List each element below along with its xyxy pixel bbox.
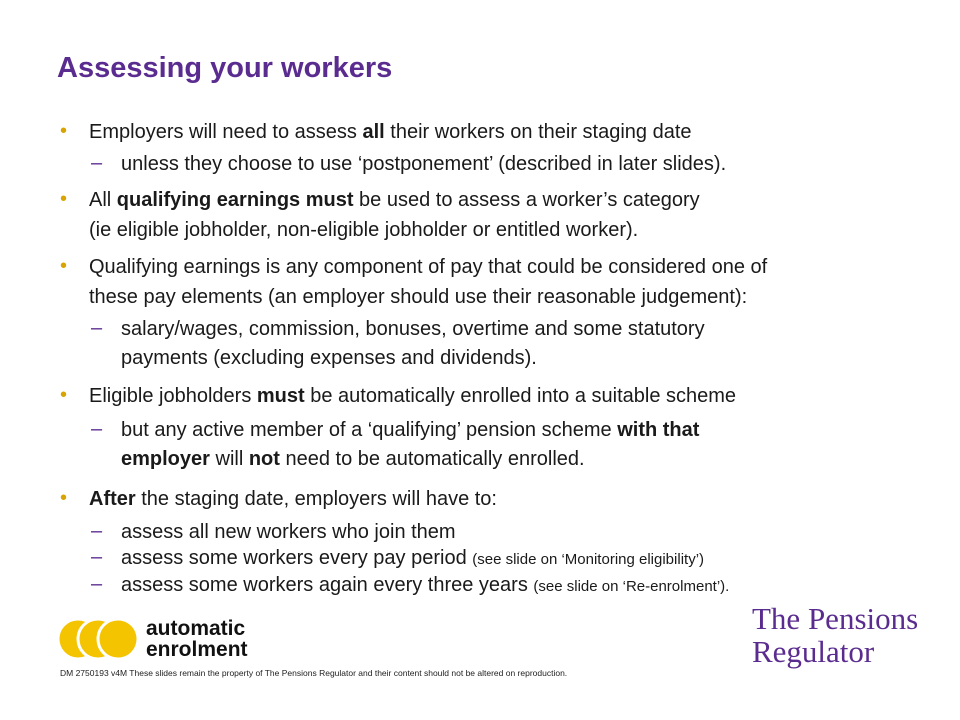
sub-bullet-text: assess some workers again every three years (see slide on ‘Re-enrolment’). (121, 574, 730, 596)
bullet-icon: • (60, 255, 68, 277)
slide-title: Assessing your workers (57, 52, 393, 84)
bullet-text: Qualifying earnings is any component of pay that could be considered one of (89, 256, 768, 278)
sub-bullet-text: unless they choose to use ‘postponement’ (described in later slides). (121, 153, 727, 175)
bullet-icon: • (60, 120, 68, 142)
sub-bullet-text: assess all new workers who join them (121, 521, 456, 543)
automatic-enrolment-wordmark: automatic enrolment (146, 617, 248, 661)
dash-icon: – (91, 152, 103, 174)
bullet-text: All qualifying earnings must be used to assess a worker’s category (89, 189, 700, 211)
dash-icon: – (91, 418, 103, 440)
dash-icon: – (91, 546, 103, 568)
dash-icon: – (91, 573, 103, 595)
dash-icon: – (91, 520, 103, 542)
sub-bullet-text: assess some workers every pay period (see slide on ‘Monitoring eligibility’) (121, 547, 705, 569)
bullet-icon: • (60, 487, 68, 509)
sub-bullet-text: salary/wages, commission, bonuses, overtime and some statutory (121, 318, 705, 340)
bullet-icon: • (60, 384, 68, 406)
bullet-icon: • (60, 188, 68, 210)
sub-bullet-text: but any active member of a ‘qualifying’ pension scheme with that (121, 419, 700, 441)
dash-icon: – (91, 317, 103, 339)
sub-bullet-text-continued: employer will not need to be automatically enrolled. (121, 448, 585, 470)
bullet-text: Eligible jobholders must be automatically enrolled into a suitable scheme (89, 385, 737, 407)
sub-bullet-text-continued: payments (excluding expenses and dividends). (121, 347, 537, 369)
bullet-text: Employers will need to assess all their workers on their staging date (89, 121, 692, 143)
pensions-regulator-logo: The Pensions Regulator (752, 601, 919, 669)
footer-note: DM 2750193 v4M These slides remain the property of The Pensions Regulator and their content should not be altered on reproduction. (60, 668, 568, 678)
bullet-text-continued: (ie eligible jobholder, non-eligible jobholder or entitled worker). (89, 219, 639, 241)
bullet-text-continued: these pay elements (an employer should use their reasonable judgement): (89, 286, 748, 308)
bullet-text: After the staging date, employers will have to: (89, 488, 497, 510)
